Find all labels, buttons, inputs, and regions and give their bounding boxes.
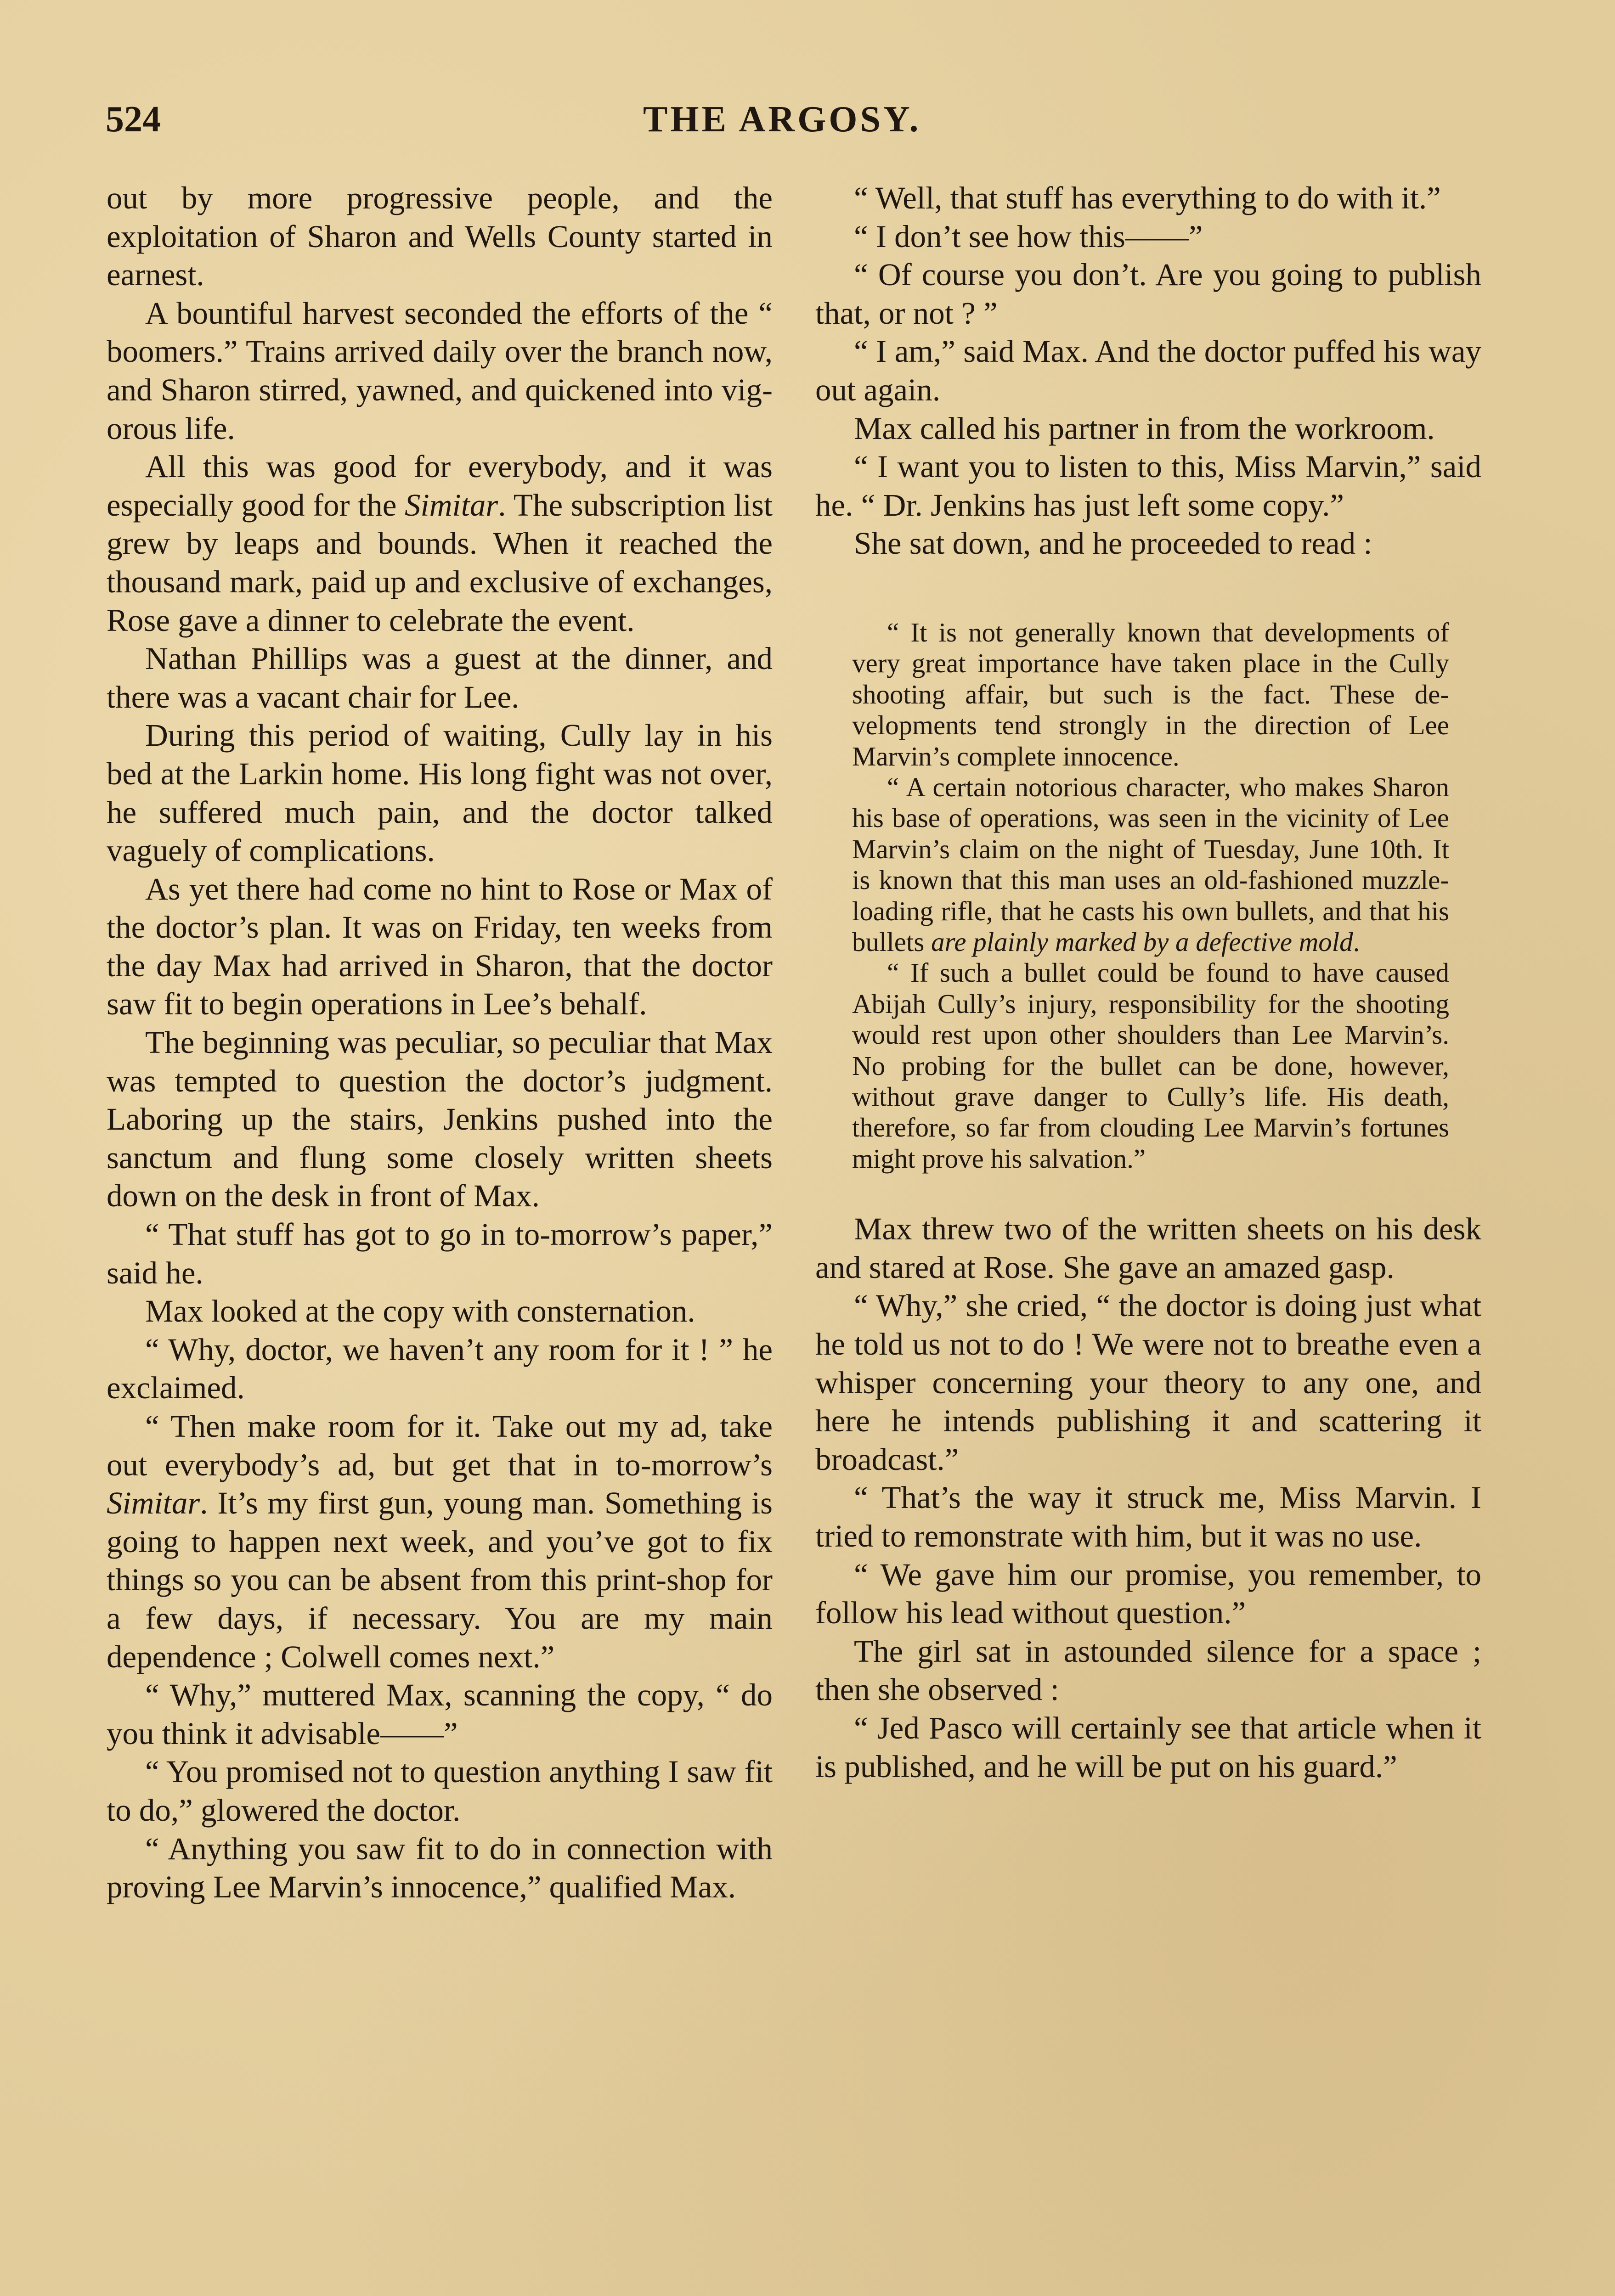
paragraph [107,1292,773,1331]
paragraph-text: “ Jed Pasco will certainly see that article when it is published, and he will be put on his guard.” [815,1710,1481,1784]
paragraph-text: “ I am,” said Max. And the doctor puffed his way out again. [815,334,1481,407]
paragraph [852,772,1449,957]
paragraph-text: out by more progressive people, and the exploitation of Sharon and Wells County started in earnest. [107,180,773,293]
paragraph-text: The girl sat in astounded silence for a space ; then she observed : [815,1633,1481,1707]
paragraph [815,218,1481,256]
running-title: THE ARGOSY. [643,99,921,140]
paragraph [815,410,1481,448]
page-number: 524 [106,99,161,140]
paragraph [815,448,1481,524]
paragraph [815,1287,1481,1479]
paragraph [107,1024,773,1216]
paragraph [815,179,1481,218]
paragraph-text: “ Anything you saw fit to do in connection with proving Lee Marvin’s innocence,” qualified Max. [107,1831,773,1905]
paragraph-text: “ That’s the way it struck me, Miss Marvin. I tried to remonstrate with him, but it was no use. [815,1480,1481,1553]
paragraph [107,870,773,1024]
paragraph [107,640,773,716]
paragraph [852,957,1449,1174]
paragraph-text: “ Well, that stuff has everything to do with it.” [854,180,1441,215]
paragraph-text: “ Why,” she cried, “ the doctor is doing just what he told us not to do ! We were not to breathe even a whisper concerning your theory to any one, and here he intends publishing it and scattering it broadcast.” [815,1288,1481,1477]
right-column-top [815,179,1481,563]
page-header [106,99,1497,154]
paragraph-text: A bountiful harvest seconded the efforts of the “ boomers.” Trains arrived daily over the branch now, and Sharon stirred, yawned, and quickened into vigorous life. [107,295,773,446]
paragraph-text: During this period of waiting, Cully lay in his bed at the Larkin home. His long fight was not over, he suffered much pain, and the doctor talked vaguely of complications. [107,718,773,868]
paragraph-text: Max threw two of the written sheets on his desk and stared at Rose. She gave an amazed gasp. [815,1211,1481,1285]
paragraph [107,1753,773,1829]
paragraph-text: “ It is not generally known that developments of very great importance have taken place in the Cully shooting affair, but such is the fact. These developments tend strongly in the direction of Lee Marvin’s complete innocence. [852,617,1449,771]
paragraph [815,256,1481,332]
paragraph [107,1216,773,1292]
paragraph [107,1407,773,1676]
paragraph-text: “ If such a bullet could be found to have caused Abijah Cully’s injury, responsibility for the shooting would rest upon other shoulders than Lee Marvin’s. No probing for the bullet can be done, however, without grave danger to Cully’s life. His death, therefore, so far from clouding Lee Marvin’s fortunes might prove his salvation.” [852,957,1449,1174]
italic-text: Simitar [107,1486,200,1521]
quoted-copy [852,617,1449,1174]
paragraph [107,1830,773,1907]
right-column-bottom [815,1210,1481,1786]
paragraph [815,1709,1481,1786]
paragraph-text: All this was good for everybody, and it was especially good for the [107,449,773,523]
italic-text: Simitar [405,487,498,523]
paragraph-text: She sat down, and he proceeded to read : [854,526,1372,561]
paragraph-text: As yet there had come no hint to Rose or Max of the doctor’s plan. It was on Friday, ten weeks from the day Max had arrived in Sharon, that the doctor saw fit to begin operations in Lee’s behalf. [107,871,773,1022]
paragraph-text: Max looked at the copy with consternation. [145,1294,695,1329]
right-column [815,179,1481,1786]
paragraph [815,524,1481,563]
paragraph-text: “ You promised not to question anything I saw fit to do,” glowered the doctor. [107,1754,773,1828]
paragraph-text: “ Then make room for it. Take out my ad, take out everybody’s ad, but get that in to-morrow’s [107,1409,773,1482]
paragraph [107,716,773,870]
paragraph-text: The beginning was peculiar, so peculiar that Max was tempted to question the doctor’s judgment. Laboring up the stairs, Jenkins pushed into the sanctum and flung some closely written sheets down on the desk in front of Max. [107,1025,773,1214]
paragraph [815,1210,1481,1287]
paragraph [107,179,773,294]
paragraph-text: “ Why,” muttered Max, scanning the copy, “ do you think it advisable——” [107,1677,773,1751]
left-column [107,179,773,1907]
paragraph [815,1556,1481,1632]
paragraph-text: . The subscription list grew by leaps and bounds. When it reached the thousand mark, paid up and exclusive of exchanges, Rose gave a dinner to celebrate the event. [107,487,773,638]
paragraph [107,448,773,640]
paragraph-text: “ Why, doctor, we haven’t any room for it ! ” he exclaimed. [107,1332,773,1406]
italic-text: are plainly marked by a defective mold [931,927,1353,957]
paragraph-text: Max called his partner in from the workroom. [854,411,1435,446]
paragraph-text: “ We gave him our promise, you remember, to follow his lead without question.” [815,1557,1481,1631]
paragraph-text: . [1353,927,1360,957]
paragraph [107,1331,773,1407]
paragraph-text: Nathan Phillips was a guest at the dinner, and there was a vacant chair for Lee. [107,641,773,715]
paragraph [815,1479,1481,1555]
paragraph [815,332,1481,409]
paragraph-text: “ I want you to listen to this, Miss Marvin,” said he. “ Dr. Jenkins has just left some copy.” [815,449,1481,523]
paragraph-text: “ That stuff has got to go in to-morrow’s paper,” said he. [107,1217,773,1290]
paragraph-text: . It’s my first gun, young man. Something is going to happen next week, and you’ve got to fix things so you can be absent from this print-shop for a few days, if necessary. You are my main dependence ; Colwell comes next.” [107,1486,773,1674]
paragraph [107,294,773,448]
paragraph [852,617,1449,772]
paragraph-text: “ Of course you don’t. Are you going to publish that, or not ? ” [815,257,1481,331]
paragraph [107,1676,773,1753]
paragraph-text: “ A certain notorious character, who makes Sharon his base of operations, was seen in the vicinity of Lee Marvin’s claim on the night of Tuesday, June 10th. It is known that this man uses an old-fashioned muzzle-loading rifle, that he casts his own bullets, and that his bullets [852,771,1449,957]
paragraph-text: “ I don’t see how this——” [854,219,1203,254]
paragraph [815,1632,1481,1709]
